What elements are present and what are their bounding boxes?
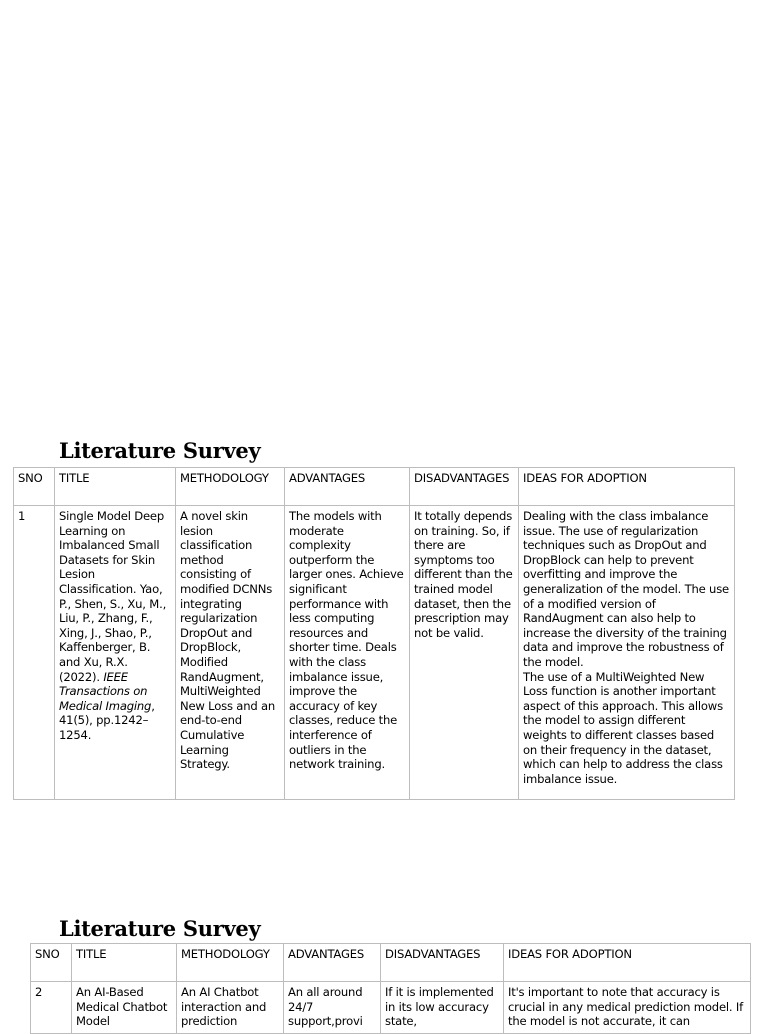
cell-sno: 1 xyxy=(14,506,55,800)
literature-survey-table-2 xyxy=(30,943,751,1034)
cell-methodology: A novel skin lesion classification method consisting of modified DCNNs integrating regularization DropOut and DropBlock, Modified RandAugment, MultiWeighted New Loss and an end-to-end Cumulative Learning Strategy. xyxy=(176,506,285,800)
cell-disadvantages: It totally depends on training. So, if there are symptoms too different than the trained model dataset, then the prescription may not be valid. xyxy=(410,506,519,800)
table-header-row xyxy=(31,944,751,982)
table-row xyxy=(31,982,751,1034)
cell-title: An AI-Based Medical Chatbot Model xyxy=(72,982,177,1034)
column-header-advantages: ADVANTAGES xyxy=(284,944,381,982)
column-header-ideas: IDEAS FOR ADOPTION xyxy=(504,944,751,982)
section-heading-1: Literature Survey xyxy=(59,438,261,463)
journal-name: IEEE Transactions on Medical Imaging xyxy=(59,669,152,713)
column-header-title: TITLE xyxy=(72,944,177,982)
column-header-methodology: METHODOLOGY xyxy=(177,944,284,982)
literature-survey-table-1 xyxy=(13,467,735,800)
column-header-disadvantages: DISADVANTAGES xyxy=(381,944,504,982)
table-header-row xyxy=(14,468,735,506)
cell-methodology: An AI Chatbot interaction and prediction xyxy=(177,982,284,1034)
cell-advantages: An all around 24/7 support,provi xyxy=(284,982,381,1034)
title-citation-tail: , 41(5), pp.1242–1254. xyxy=(59,698,155,742)
title-text: Single Model Deep Learning on Imbalanced Small Datasets for Skin Lesion Classification. Yao, P., Shen, S., Xu, M., Liu, P., Zhang, F., Xing, J., Shao, P., Kaffenberger, B. and Xu, R.X. (2022). xyxy=(59,509,167,684)
column-header-sno: SNO xyxy=(31,944,72,982)
column-header-ideas: IDEAS FOR ADOPTION xyxy=(519,468,735,506)
column-header-advantages: ADVANTAGES xyxy=(285,468,410,506)
column-header-sno: SNO xyxy=(14,468,55,506)
cell-sno: 2 xyxy=(31,982,72,1034)
section-heading-2: Literature Survey xyxy=(59,916,261,941)
column-header-methodology: METHODOLOGY xyxy=(176,468,285,506)
cell-disadvantages: If it is implemented in its low accuracy state, xyxy=(381,982,504,1034)
cell-advantages: The models with moderate complexity outperform the larger ones. Achieve significant performance with less computing resources and shorter time. Deals with the class imbalance issue, improve the accuracy of key classes, reduce the interference of outliers in the network training. xyxy=(285,506,410,800)
table-row xyxy=(14,506,735,800)
cell-ideas: It's important to note that accuracy is crucial in any medical prediction model. If the model is not accurate, it can xyxy=(504,982,751,1034)
column-header-disadvantages: DISADVANTAGES xyxy=(410,468,519,506)
cell-title xyxy=(55,506,176,800)
column-header-title: TITLE xyxy=(55,468,176,506)
cell-ideas: Dealing with the class imbalance issue. The use of regularization techniques such as DropOut and DropBlock can help to prevent overfitting and improve the generalization of the model. The use of a modified version of RandAugment can also help to increase the diversity of the training data and improve the robustness of the model. The use of a MultiWeighted New Loss function is another important aspect of this approach. This allows the model to assign different weights to different classes based on their frequency in the dataset, which can help to address the class imbalance issue. xyxy=(519,506,735,800)
